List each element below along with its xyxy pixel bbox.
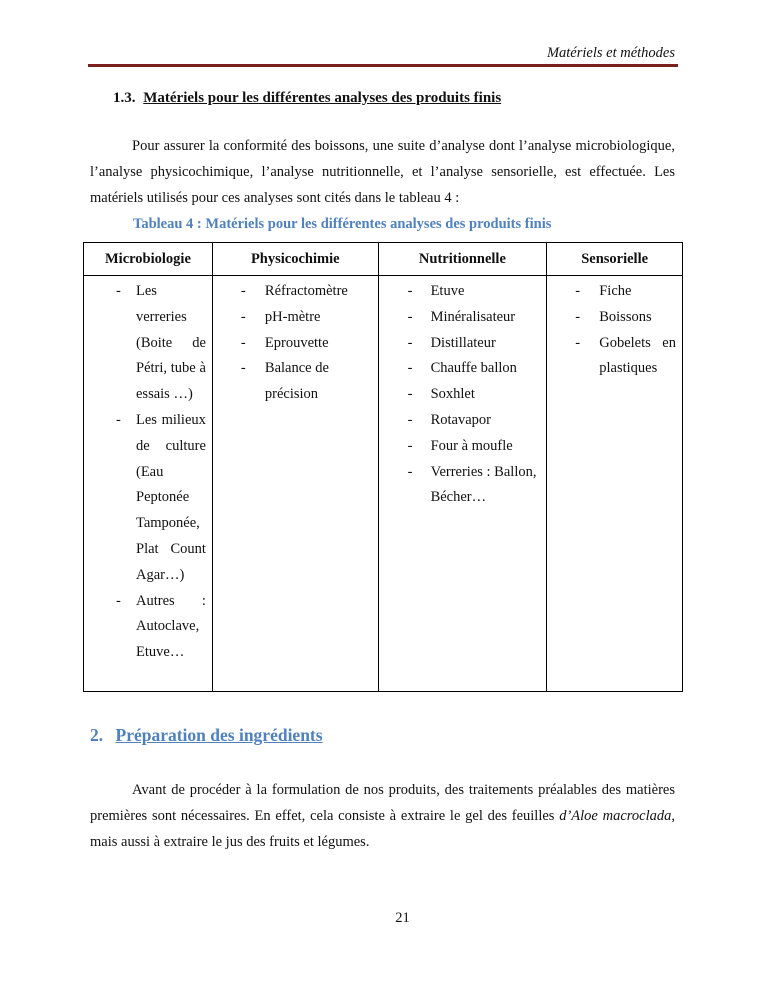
section-1-3-heading <box>113 90 501 107</box>
section-2-heading <box>90 725 323 746</box>
list-item: - Autres : Autoclave, Etuve… <box>90 589 206 666</box>
list-item: - Etuve <box>385 279 541 305</box>
page-number: 21 <box>395 910 410 926</box>
section-2-text-start: Avant de procéder à la formulation de nos produits, des traitements préalables des matières premières sont nécessaires. En effet, cela consiste à extraire le gel des feuilles <box>90 782 675 824</box>
list-item: - Boissons <box>553 305 676 331</box>
header-rule <box>88 64 678 67</box>
list-item: - Four à moufle <box>385 434 541 460</box>
microbiologie-cell <box>84 276 213 692</box>
materials-table <box>83 242 683 692</box>
list-item: - Gobelets en plastiques <box>553 331 676 383</box>
header-microbiologie: Microbiologie <box>84 243 213 276</box>
section-2-paragraph-container <box>90 777 675 855</box>
header-sensorielle: Sensorielle <box>547 243 683 276</box>
header-physicochimie: Physicochimie <box>212 243 378 276</box>
list-item: - Réfractomètre <box>219 279 372 305</box>
sensorielle-cell <box>547 276 683 692</box>
list-item: - Fiche <box>553 279 676 305</box>
section-2-paragraph <box>90 777 675 855</box>
list-item: - pH-mètre <box>219 305 372 331</box>
list-item: - Les milieux de culture (Eau Peptonée Tamponée, Plat Count Agar…) <box>90 408 206 589</box>
list-item: - Eprouvette <box>219 331 372 357</box>
section-2-title: Préparation des ingrédients <box>115 725 323 745</box>
table-body-row <box>84 276 683 692</box>
physicochimie-cell <box>212 276 378 692</box>
header-nutritionnelle: Nutritionnelle <box>378 243 547 276</box>
intro-paragraph: Pour assurer la conformité des boissons, une suite d’analyse dont l’analyse microbiologique, l’analyse physicochimique, l’analyse nutritionnelle, et l’analyse sensorielle, est effectuée. Les matériels utilisés pour ces analyses sont cités dans le tableau 4 : <box>90 138 675 206</box>
intro-paragraph-container <box>90 133 675 211</box>
list-item: - Soxhlet <box>385 382 541 408</box>
table-caption: Tableau 4 : Matériels pour les différentes analyses des produits finis <box>133 216 552 232</box>
section-2-number: 2. <box>90 725 104 745</box>
section-1-3-number: 1.3. <box>113 90 136 106</box>
list-item: - Chauffe ballon <box>385 356 541 382</box>
nutritionnelle-cell <box>378 276 547 692</box>
list-item: - Rotavapor <box>385 408 541 434</box>
section-2-text-end: mais aussi à extraire le jus des fruits et légumes. <box>90 834 370 850</box>
table-header-row <box>84 243 683 276</box>
running-header-title: Matériels et méthodes <box>546 45 675 61</box>
list-item: - Verreries : Ballon, Bécher… <box>385 460 541 512</box>
list-item: - Distillateur <box>385 331 541 357</box>
section-1-3-title: Matériels pour les différentes analyses des produits finis <box>143 90 502 106</box>
list-item: - Minéralisateur <box>385 305 541 331</box>
species-name: d’Aloe macroclada, <box>559 808 675 824</box>
list-item: - Les verreries (Boite de Pétri, tube à essais …) <box>90 279 206 408</box>
list-item: - Balance de précision <box>219 356 372 408</box>
